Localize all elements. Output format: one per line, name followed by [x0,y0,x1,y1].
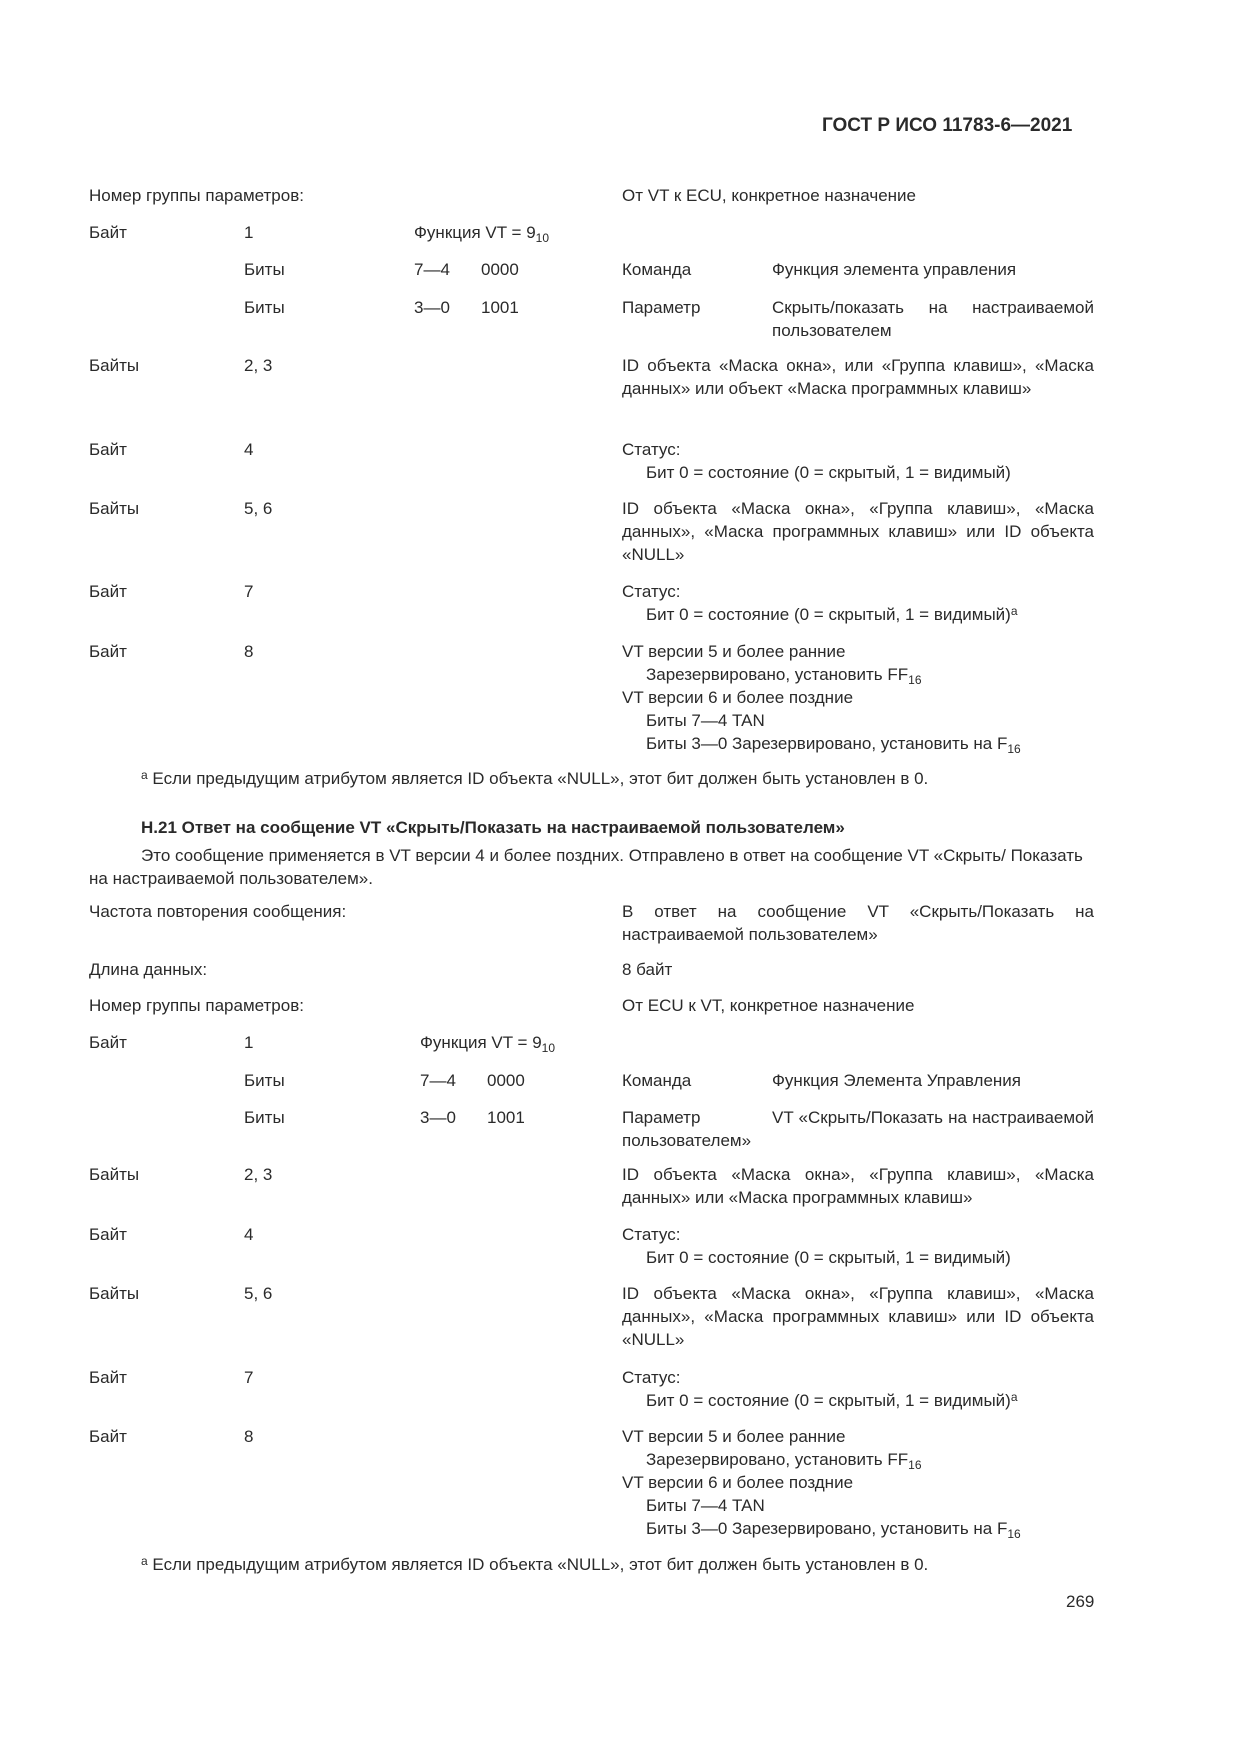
status-block [622,1223,1094,1269]
bytes-desc: ID объекта «Маска окна», «Группа клавиш», «Маска данных», «Маска программных клавиш» или ID объекта «NULL» [622,1284,1094,1349]
status-block [622,1366,1094,1412]
byte-label: Байт [89,582,127,601]
byte-number: 7 [244,1368,254,1387]
byte-label: Байт [89,642,127,661]
vt-v5-line: VT версии 5 и более ранние [622,1427,846,1446]
byte-label: Байт [89,223,127,242]
bits-key: VT «Скрыть/Показать на настраиваемой пользователем» [622,1108,1094,1150]
vt-v6-bits30: Биты 3—0 Зарезервировано, установить на $F_{16}$ [646,1519,1021,1541]
byte-label: Байт [89,1033,127,1052]
bits-label: Биты [244,1108,285,1127]
bits-range: 3—0 [420,1108,456,1127]
bits-key: Параметр [622,1106,762,1129]
vt-v5-reserved: Зарезервировано, установить $FF_{16}$ [646,1450,922,1472]
rate-label: Частота повторения сообщения: [89,902,347,921]
vt-function: Функция VT = $9_{10}$ [414,223,550,245]
status-bit0: Бит 0 = состояние (0 = скрытый, 1 = видимый) [646,1248,1011,1267]
byte-number: 8 [244,642,254,661]
vt-v6-line: VT версии 6 и более поздние [622,1473,854,1492]
section-intro: Это сообщение применяется в VT версии 4 и более поздних. Отправлено в ответ на сообщение VT «Скрыть/ Показать на настраиваемой пользователем». [89,846,1083,888]
byte-number: 4 [244,1225,254,1244]
bytes-number: 5, 6 [244,1284,273,1303]
version-block [622,640,1094,755]
bits-value: 1001 [487,1108,525,1127]
byte-number: 8 [244,1427,254,1446]
bits-key: Параметр [622,298,701,317]
footnote: $^a$ Если предыдущим атрибутом является ID объекта «NULL», этот бит должен быть установлен в 0. [141,768,929,788]
document-id: ГОСТ Р ИСО 11783-6—2021 [822,115,1073,136]
bytes-desc: ID объекта «Маска окна», «Группа клавиш», «Маска данных», «Маска программных клавиш» или ID объекта «NULL» [622,499,1094,564]
vt-v5-line: VT версии 5 и более ранние [622,642,846,661]
bits-label: Биты [244,1071,285,1090]
bytes-desc: ID объекта «Маска окна», или «Группа клавиш», «Маска данных» или объект «Маска программных клавиш» [622,356,1094,398]
bytes-label: Байты [89,1165,140,1184]
bytes-desc: ID объекта «Маска окна», «Группа клавиш», «Маска данных» или «Маска программных клавиш» [622,1165,1094,1207]
bits-key: Команда [622,260,692,279]
byte-number: 7 [244,582,254,601]
bits-value: 1001 [481,298,519,317]
status-block [622,580,1094,626]
status-label: Статус: [622,440,681,459]
bytes-label: Байты [89,499,140,518]
bytes-number: 5, 6 [244,499,273,518]
byte-number: 4 [244,440,254,459]
status-label: Статус: [622,1368,681,1387]
bytes-label: Байты [89,356,140,375]
bits-range: 7—4 [414,260,450,279]
footnote: $^a$ Если предыдущим атрибутом является ID объекта «NULL», этот бит должен быть установлен в 0. [141,1554,929,1574]
bits-range: 3—0 [414,298,450,317]
bits-key: Команда [622,1071,692,1090]
bits-desc: Скрыть/показать на настраиваемой пользователем [772,298,1094,340]
pgn-value: От VT к ECU, конкретное назначение [622,186,916,205]
rate-value: В ответ на сообщение VT «Скрыть/Показать на настраиваемой пользователем» [622,902,1094,944]
bits-desc: Функция элемента управления [772,260,1017,279]
bits-label: Биты [244,260,285,279]
version-block [622,1425,1094,1540]
status-bit0: Бит 0 = состояние (0 = скрытый, 1 = видимый)$^a$ [646,1390,1018,1410]
bytes-number: 2, 3 [244,1165,273,1184]
byte-label: Байт [89,1427,127,1446]
bytes-label: Байты [89,1284,140,1303]
bytes-number: 2, 3 [244,356,273,375]
bits-value: 0000 [481,260,519,279]
length-value: 8 байт [622,960,673,979]
byte-number: 1 [244,1033,254,1052]
page-number: 269 [1066,1592,1095,1611]
pgn-value: От ECU к VT, конкретное назначение [622,996,915,1015]
byte-number: 1 [244,223,254,242]
length-label: Длина данных: [89,960,208,979]
section-heading: Н.21 Ответ на сообщение VT «Скрыть/Показать на настраиваемой пользователем» [141,818,845,837]
vt-v6-bits30: Биты 3—0 Зарезервировано, установить на $F_{16}$ [646,734,1021,756]
status-block [622,438,1094,484]
vt-v5-reserved: Зарезервировано, установить $FF_{16}$ [646,665,922,687]
status-bit0: Бит 0 = состояние (0 = скрытый, 1 = видимый)$^a$ [646,604,1018,624]
bits-label: Биты [244,298,285,317]
status-label: Статус: [622,582,681,601]
pgn-label: Номер группы параметров: [89,996,304,1015]
bits-range: 7—4 [420,1071,456,1090]
byte-label: Байт [89,440,127,459]
byte-label: Байт [89,1368,127,1387]
vt-v6-line: VT версии 6 и более поздние [622,688,854,707]
pgn-label: Номер группы параметров: [89,186,304,205]
vt-v6-bits74: Биты 7—4 TAN [646,711,765,730]
status-label: Статус: [622,1225,681,1244]
bits-desc: Функция Элемента Управления [772,1071,1021,1090]
vt-v6-bits74: Биты 7—4 TAN [646,1496,765,1515]
byte-label: Байт [89,1225,127,1244]
vt-function: Функция VT = $9_{10}$ [420,1033,556,1055]
status-bit0: Бит 0 = состояние (0 = скрытый, 1 = видимый) [646,463,1011,482]
bits-value: 0000 [487,1071,525,1090]
